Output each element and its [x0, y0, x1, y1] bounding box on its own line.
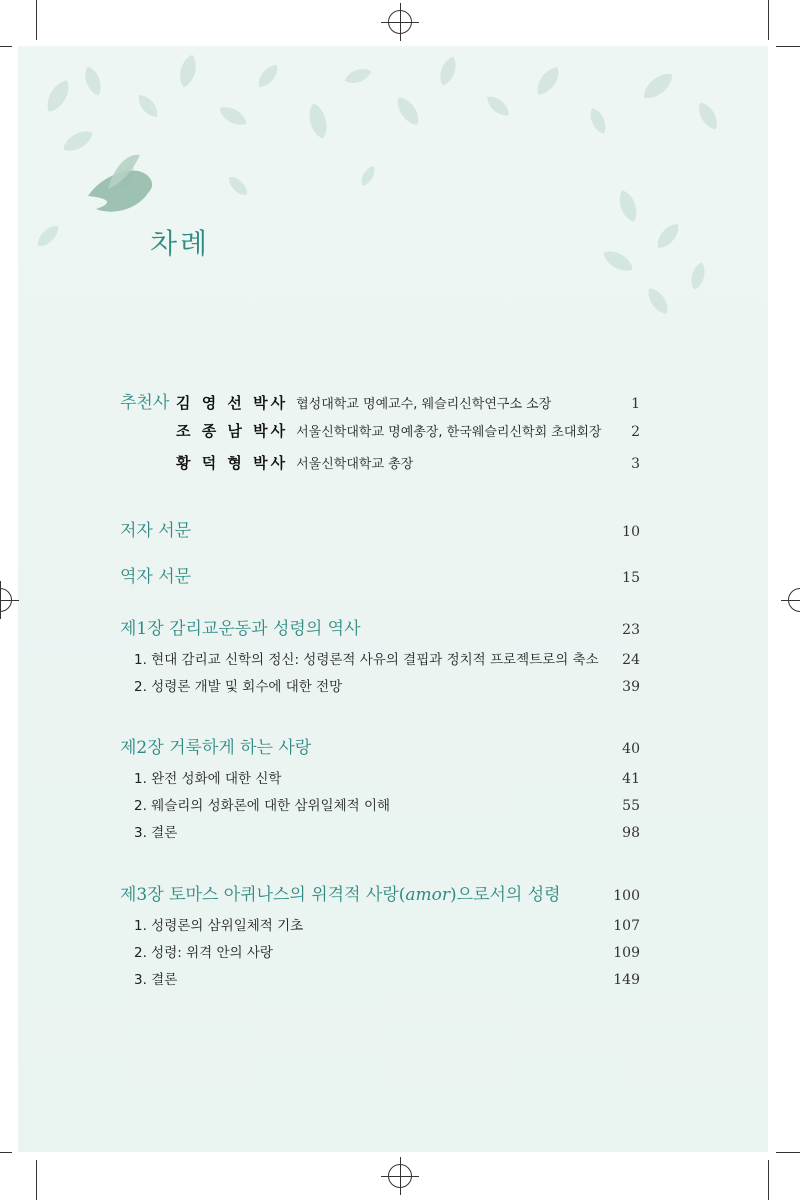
page-number: 107 — [613, 918, 640, 934]
page-number: 55 — [622, 798, 640, 814]
page-number: 40 — [622, 741, 640, 757]
section-title: 3. 결론 — [134, 825, 178, 841]
toc-chapter-3[interactable] — [120, 880, 640, 905]
section-title: 2. 성령론 개발 및 회수에 대한 전망 — [134, 679, 343, 695]
toc-section-2-1[interactable] — [120, 767, 640, 787]
recommender-name: 조 종 남 박사 — [176, 422, 289, 440]
section-title: 1. 성령론의 삼위일체적 기초 — [134, 918, 304, 934]
page-number: 23 — [622, 622, 640, 638]
registration-mark-top — [388, 10, 412, 34]
page-number: 41 — [622, 771, 640, 787]
recommender-role: 서울신학대학교 총장 — [296, 457, 414, 472]
toc-chapter-2[interactable] — [120, 733, 640, 758]
entry-title: 역자 서문 — [120, 567, 192, 587]
toc-section-3-2[interactable] — [120, 941, 640, 961]
page-number: 149 — [613, 972, 640, 988]
page-number: 10 — [622, 524, 640, 540]
page-number: 39 — [622, 679, 640, 695]
entry-title: 저자 서문 — [120, 521, 192, 541]
toc-recommender-2[interactable] — [120, 420, 640, 441]
toc-section-3-1[interactable] — [120, 914, 640, 934]
section-title: 2. 성령: 위격 안의 사랑 — [134, 945, 273, 961]
chapter-title: 제1장 감리교운동과 성령의 역사 — [120, 619, 361, 639]
toc-section-2-3[interactable] — [120, 821, 640, 841]
toc-author-preface[interactable] — [120, 516, 640, 541]
page-number: 1 — [631, 396, 640, 412]
page-title: 차례 — [150, 227, 211, 260]
toc-chapter-1[interactable] — [120, 614, 640, 639]
toc-section-3-3[interactable] — [120, 968, 640, 988]
recommender-role: 협성대학교 명예교수, 웨슬리신학연구소 소장 — [296, 397, 552, 412]
toc-section-1-1[interactable] — [120, 648, 640, 668]
registration-mark-left — [0, 588, 12, 612]
page-number: 98 — [622, 825, 640, 841]
recommender-role: 서울신학대학교 명예총장, 한국웨슬리신학회 초대회장 — [296, 425, 602, 440]
recommender-name: 김 영 선 박사 — [176, 394, 289, 412]
chapter-title: 제3장 토마스 아퀴나스의 위격적 사랑(amor)으로서의 성령 — [120, 885, 561, 905]
page-number: 100 — [613, 888, 640, 904]
page-number: 24 — [622, 652, 640, 668]
toc-recommender-1[interactable] — [120, 388, 640, 413]
leaf-pattern-decoration — [18, 46, 768, 366]
page-number: 2 — [631, 424, 640, 440]
recommender-label: 추천사 — [120, 393, 170, 413]
recommender-name: 황 덕 형 박사 — [176, 454, 289, 472]
dove-icon — [88, 155, 152, 212]
section-title: 1. 완전 성화에 대한 신학 — [134, 771, 282, 787]
page-number: 109 — [613, 945, 640, 961]
section-title: 3. 결론 — [134, 972, 178, 988]
registration-mark-bottom — [388, 1164, 412, 1188]
section-title: 1. 현대 감리교 신학의 정신: 성령론적 사유의 결핍과 정치적 프로젝트로의 축소 — [134, 652, 599, 668]
toc-recommender-3[interactable] — [120, 452, 640, 473]
page-number: 3 — [631, 456, 640, 472]
page-number: 15 — [622, 570, 640, 586]
chapter-title: 제2장 거룩하게 하는 사랑 — [120, 738, 312, 758]
toc-section-1-2[interactable] — [120, 675, 640, 695]
toc-section-2-2[interactable] — [120, 794, 640, 814]
registration-mark-right — [788, 588, 800, 612]
section-title: 2. 웨슬리의 성화론에 대한 삼위일체적 이해 — [134, 798, 391, 814]
toc-translator-preface[interactable] — [120, 562, 640, 587]
